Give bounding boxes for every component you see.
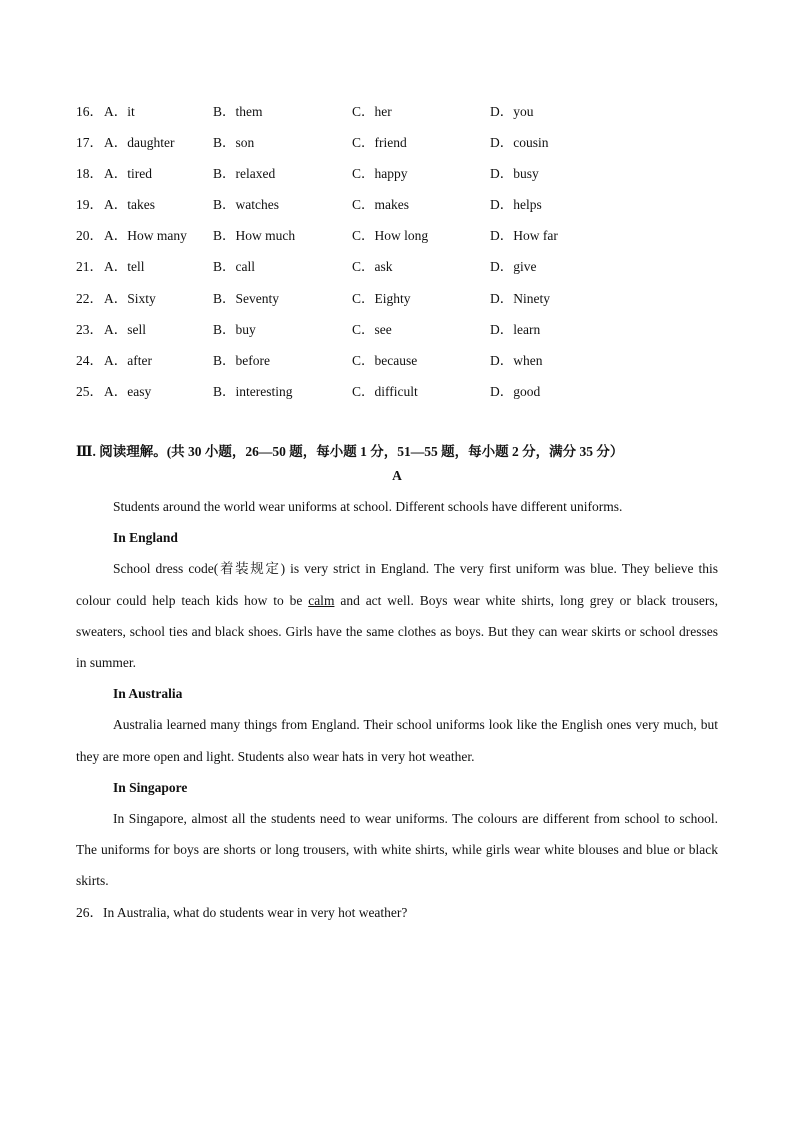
section-title: Ⅲ. 阅读理解。(共 30 小题，26—50 题，每小题 1 分，51—55 题，每小题 2 分，满分 35 分） (76, 444, 624, 459)
choice-row (76, 134, 716, 165)
option-d: D．learn (490, 321, 541, 337)
choice-row (76, 383, 716, 414)
paragraph-england (76, 553, 718, 678)
question-number: 24． (76, 352, 103, 368)
option-c: C．difficult (352, 383, 418, 399)
option-d: D．when (490, 352, 543, 368)
question-number: 18． (76, 166, 103, 182)
option-c: C．ask (352, 259, 393, 275)
question-number: 22． (76, 290, 103, 306)
option-a: A．tell (104, 259, 145, 275)
option-b: B．Seventy (213, 290, 279, 306)
question-26: 26．In Australia, what do students wear in very hot weather? (76, 904, 408, 920)
question-number: 25． (76, 383, 103, 399)
question-number: 21． (76, 259, 103, 275)
option-c: C．friend (352, 135, 407, 151)
choice-row (76, 227, 716, 258)
option-c: C．Eighty (352, 290, 411, 306)
option-c: C．because (352, 352, 418, 368)
option-a: A．easy (104, 383, 152, 399)
question-number: 23． (76, 321, 103, 337)
option-d: D．How far (490, 228, 558, 244)
option-a: A．How many (104, 228, 187, 244)
paragraph-australia: Australia learned many things from England. Their school uniforms look like the English ones very much, but they are more open and light. Students also wear hats in very hot weather. (76, 717, 718, 764)
option-b: B．How much (213, 228, 296, 244)
option-a: A．daughter (104, 135, 175, 151)
reading-passage (76, 491, 718, 928)
heading-england: In England (113, 530, 178, 546)
option-c: C．happy (352, 166, 408, 182)
passage-letter: A (392, 468, 402, 483)
choice-row (76, 196, 716, 227)
option-b: B．relaxed (213, 166, 276, 182)
paragraph-singapore: In Singapore, almost all the students need to wear uniforms. The colours are different from school to school. The uniforms for boys are shorts or long trousers, with white shirts, while girls wear white blouses and blue or black skirts. (76, 811, 718, 889)
option-d: D．Ninety (490, 290, 550, 306)
passage-intro: Students around the world wear uniforms at school. Different schools have different uniforms. (113, 499, 623, 514)
option-c: C．her (352, 104, 392, 119)
question-number: 17． (76, 135, 103, 151)
underlined-word-calm: calm (308, 592, 335, 608)
option-b: B．interesting (213, 383, 293, 399)
option-b: B．them (213, 104, 263, 119)
choice-row (76, 103, 716, 134)
england-text-part2: and act well. Boys wear white shirts, long grey or black trousers, sweaters, school ties and black shoes. Girls have the same clothes as boys. But they can wear skirts or school dresses in summer. (76, 592, 718, 671)
option-d: D．give (490, 259, 537, 275)
option-d: D．cousin (490, 135, 549, 151)
option-a: A．after (104, 352, 152, 368)
option-b: B．before (213, 352, 270, 368)
option-c: C．makes (352, 197, 409, 213)
option-a: A．Sixty (104, 290, 156, 306)
choice-row (76, 165, 716, 196)
heading-australia: In Australia (113, 686, 183, 702)
choice-row (76, 352, 716, 383)
question-number: 20． (76, 228, 103, 244)
choice-list (76, 103, 716, 414)
option-a: A．sell (104, 321, 146, 337)
england-text-part1: School dress code(着装规定) is very strict in England. The very first uniform was blue. They believe this colour could help teach kids how to be (76, 561, 718, 608)
option-b: B．buy (213, 321, 256, 337)
option-b: B．watches (213, 197, 279, 213)
option-b: B．call (213, 259, 255, 275)
option-a: A．takes (104, 197, 155, 213)
choice-row (76, 321, 716, 352)
question-number: 19． (76, 197, 103, 213)
choice-row (76, 258, 716, 289)
option-c: C．see (352, 321, 392, 337)
option-d: D．busy (490, 166, 539, 182)
option-d: D．helps (490, 197, 542, 213)
option-a: A．it (104, 104, 135, 119)
option-a: A．tired (104, 166, 152, 182)
heading-singapore: In Singapore (113, 779, 188, 795)
question-number: 16． (76, 104, 103, 119)
choice-row (76, 290, 716, 321)
option-d: D．good (490, 383, 541, 399)
option-c: C．How long (352, 228, 429, 244)
option-b: B．son (213, 135, 255, 151)
option-d: D．you (490, 104, 534, 119)
